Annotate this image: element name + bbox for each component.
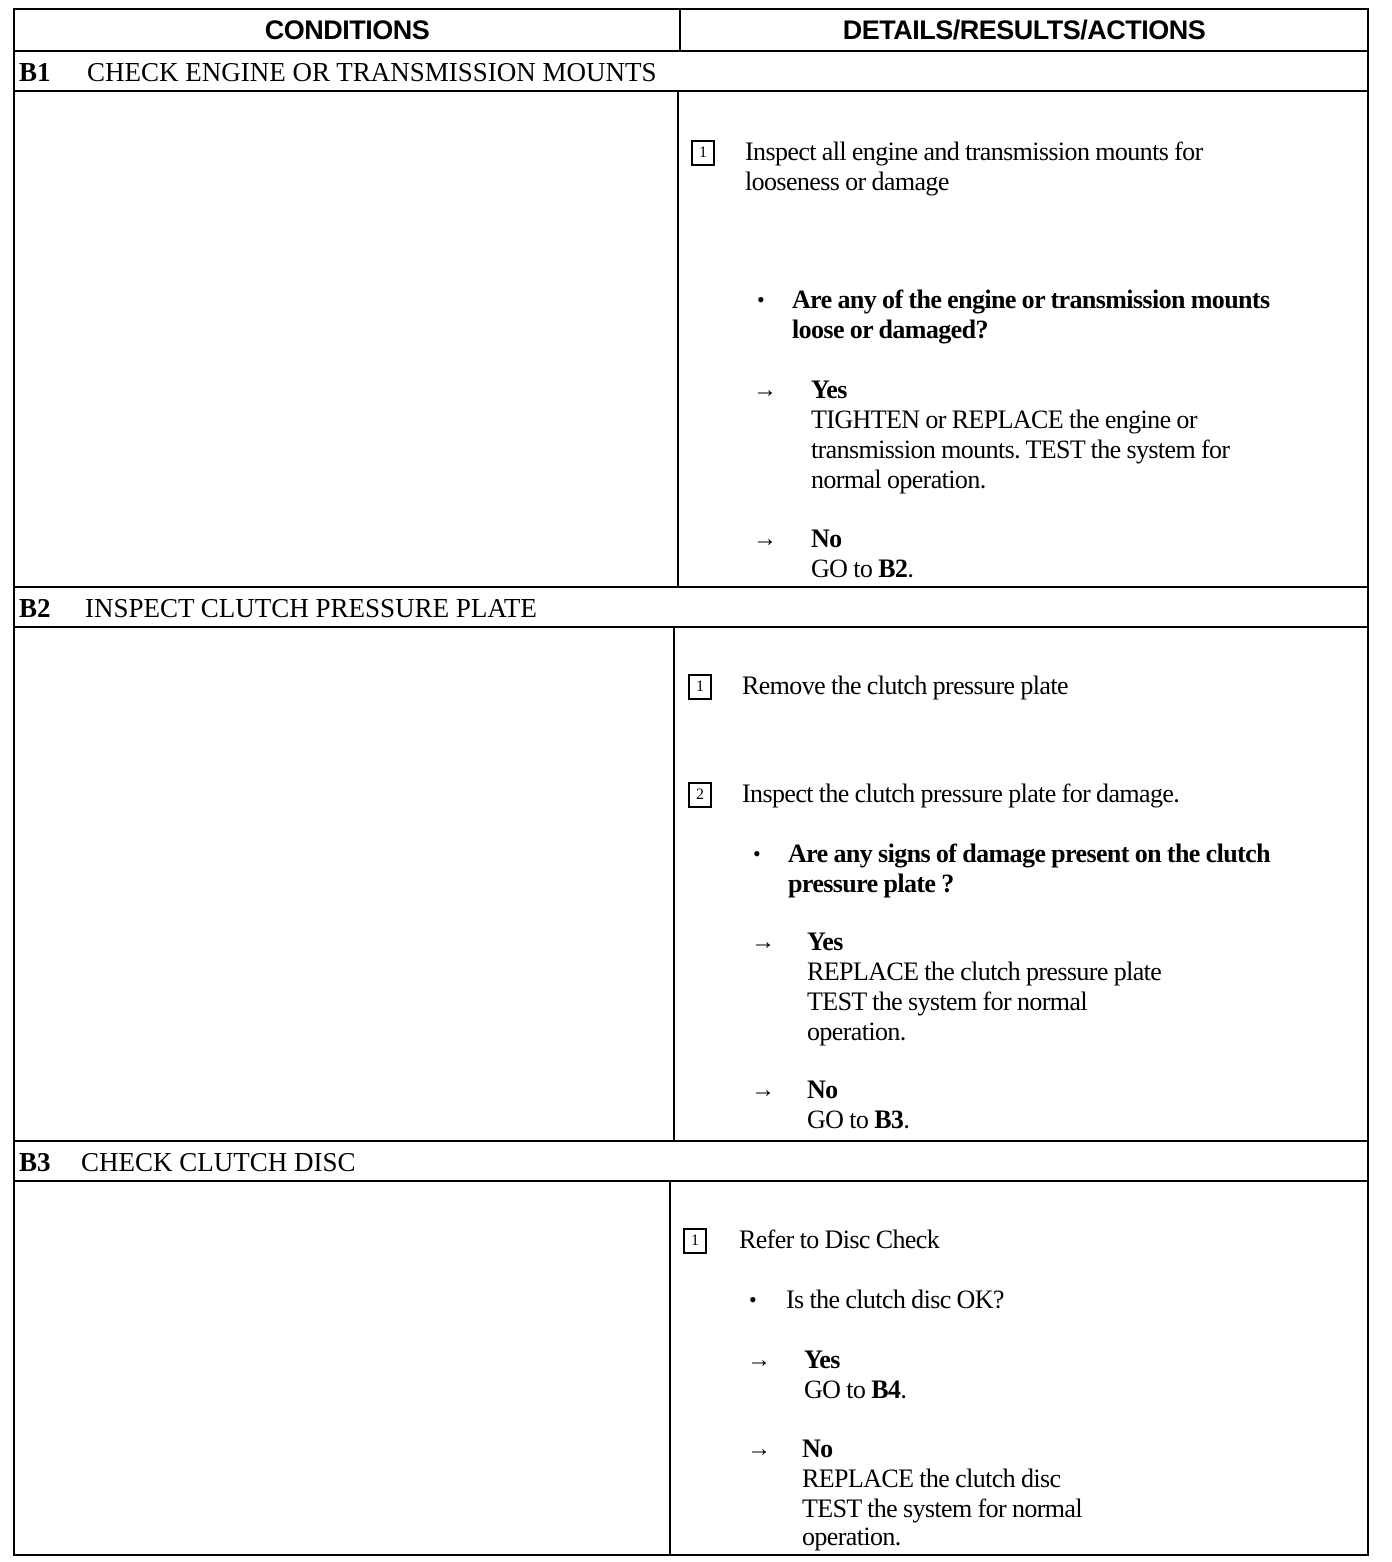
no-action-suffix: . [903, 1105, 910, 1134]
column-divider [669, 1182, 671, 1554]
no-label: No [811, 524, 842, 553]
step-number-box: 1 [683, 1228, 707, 1254]
section-title: CHECK CLUTCH DISC [81, 1147, 356, 1177]
no-action [807, 1105, 909, 1135]
section-b3-title [15, 1142, 1367, 1182]
yes-action: normal operation. [811, 465, 986, 494]
no-action-prefix: GO to [807, 1105, 875, 1134]
arrow-right-icon: → [751, 1077, 775, 1103]
no-action: REPLACE the clutch disc [802, 1464, 1061, 1493]
no-action-prefix: GO to [811, 554, 879, 583]
section-b1-title [15, 52, 1367, 92]
yes-action-suffix: . [900, 1375, 907, 1404]
step-text: Inspect the clutch pressure plate for damage. [742, 779, 1180, 808]
yes-action [804, 1375, 906, 1405]
step-text: Refer to Disc Check [739, 1225, 940, 1254]
no-action: TEST the system for normal [802, 1494, 1082, 1523]
question-text: loose or damaged? [792, 315, 988, 344]
yes-action: REPLACE the clutch pressure plate [807, 957, 1162, 986]
conditions-header: CONDITIONS [15, 10, 681, 50]
no-action: operation. [802, 1522, 901, 1551]
question-text: Is the clutch disc OK? [786, 1285, 1004, 1314]
details-header: DETAILS/RESULTS/ACTIONS [842, 15, 1206, 45]
yes-action: operation. [807, 1017, 906, 1046]
step-number-box: 1 [691, 140, 715, 166]
no-label: No [807, 1075, 838, 1104]
yes-action: TIGHTEN or REPLACE the engine or [811, 405, 1197, 434]
step-text: looseness or damage [745, 167, 949, 196]
goto-target: B4 [871, 1375, 901, 1404]
section-code: B2 [19, 593, 51, 623]
arrow-right-icon: → [747, 1436, 771, 1462]
arrow-right-icon: → [751, 929, 775, 955]
no-action-suffix: . [907, 554, 914, 583]
yes-action: transmission mounts. TEST the system for [811, 435, 1230, 464]
yes-action: TEST the system for normal [807, 987, 1087, 1016]
question-text: Are any signs of damage present on the clutch [788, 839, 1270, 868]
no-action [811, 554, 913, 584]
step-number-box: 2 [688, 782, 712, 808]
yes-label: Yes [811, 375, 847, 404]
arrow-right-icon: → [747, 1347, 771, 1373]
column-divider [677, 92, 679, 586]
bullet-icon: • [753, 841, 761, 866]
goto-target: B2 [878, 554, 908, 583]
column-divider [673, 628, 675, 1140]
section-title: INSPECT CLUTCH PRESSURE PLATE [85, 593, 537, 623]
arrow-right-icon: → [753, 526, 777, 552]
step-text: Remove the clutch pressure plate [742, 671, 1068, 700]
section-code: B3 [19, 1147, 51, 1177]
step-number-box: 1 [688, 674, 712, 700]
question-text: Are any of the engine or transmission mounts [792, 285, 1270, 314]
goto-target: B3 [874, 1105, 904, 1134]
arrow-right-icon: → [753, 377, 777, 403]
no-label: No [802, 1434, 833, 1463]
bullet-icon: • [749, 1287, 757, 1312]
yes-label: Yes [804, 1345, 840, 1374]
question-text: pressure plate ? [788, 869, 954, 898]
section-b1-body [15, 92, 1367, 586]
section-b3-body [15, 1182, 1367, 1554]
section-b2-title [15, 588, 1367, 628]
yes-label: Yes [807, 927, 843, 956]
diagnostic-table [13, 8, 1369, 1556]
section-title: CHECK ENGINE OR TRANSMISSION MOUNTS [87, 57, 657, 87]
step-text: Inspect all engine and transmission mounts for [745, 137, 1203, 166]
section-code: B1 [19, 57, 51, 87]
table-header [15, 10, 1367, 52]
bullet-icon: • [757, 287, 765, 312]
section-b2-body [15, 628, 1367, 1140]
yes-action-prefix: GO to [804, 1375, 872, 1404]
